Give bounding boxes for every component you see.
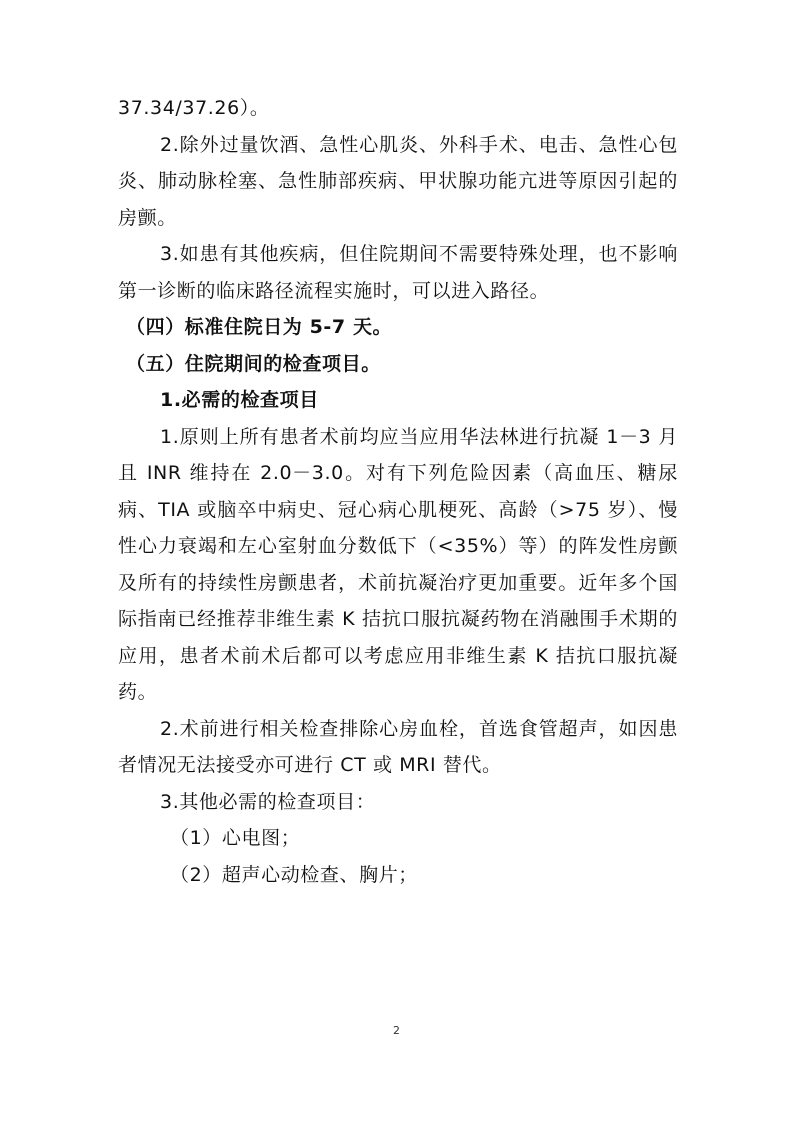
page-number: 2	[393, 1024, 400, 1037]
paragraph-other-required: 3.其他必需的检查项目：	[160, 790, 376, 813]
paragraph-exclusion-causes: 2.除外过量饮酒、急性心肌炎、外科手术、电击、急性心包炎、肺动脉栓塞、急性肺部疾病、甲状腺功能亢进等原因引起的房颤。	[118, 133, 678, 229]
list-item-ecg: （1）心电图；	[170, 827, 301, 849]
paragraph-thrombus-check: 2.术前进行相关检查排除心房血栓，首选食管超声，如因患者情况无法接受亦可进行 CT 或 MRI 替代。	[118, 717, 678, 776]
paragraph-continuation: 37.34/37.26）。	[118, 97, 270, 119]
heading-standard-stay: （四）标准住院日为 5-7 天。	[126, 316, 393, 338]
heading-required-checks: 1.必需的检查项目	[160, 389, 319, 411]
document-body	[118, 90, 678, 893]
paragraph-other-diseases: 3.如患有其他疾病，但住院期间不需要特殊处理，也不影响第一诊断的临床路径流程实施时，可以进入路径。	[118, 243, 678, 302]
paragraph-anticoagulation: 1.原则上所有患者术前均应当应用华法林进行抗凝 1－3 月且 INR 维持在 2.0－3.0。对有下列危险因素（高血压、糖尿病、TIA 或脑卒中病史、冠心病心肌梗死、高龄（>75 岁）、慢性心力衰竭和左心室射血分数低下（<35%）等）的阵发性房颤及所有的持续性房颤患者，术前抗凝治疗更加重要。近年多个国际指南已经推荐非维生素 K 拮抗口服抗凝药物在消融围手术期的应用，患者术前术后都可以考虑应用非维生素 K 拮抗口服抗凝药。	[118, 425, 678, 703]
list-item-echo: （2）超声心动检查、胸片；	[170, 863, 418, 886]
heading-inspection-items: （五）住院期间的检查项目。	[126, 352, 381, 375]
